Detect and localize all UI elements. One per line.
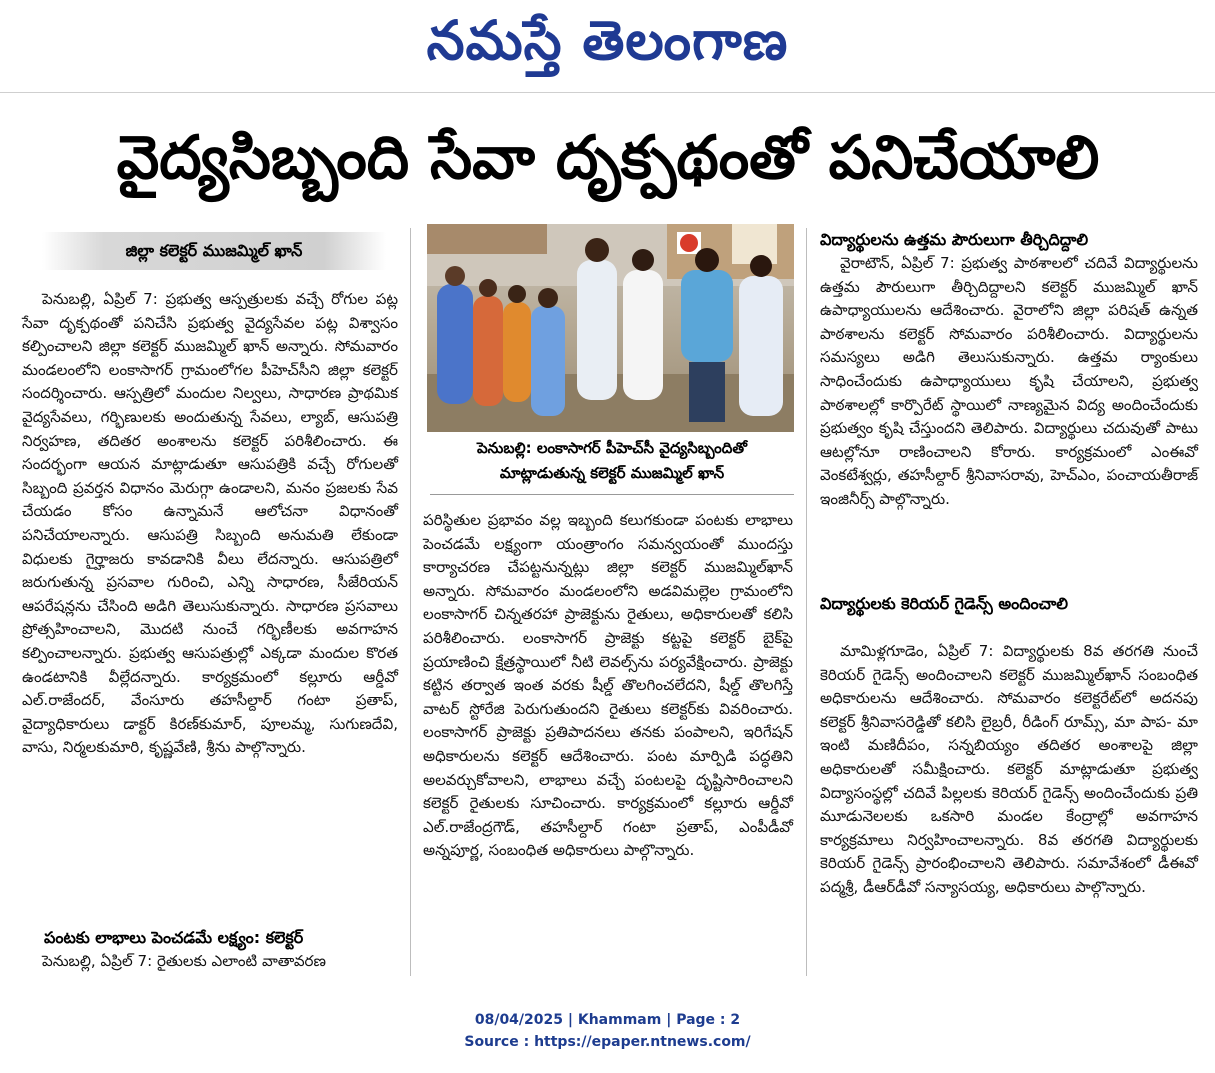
collector-visit-photo [427,224,794,432]
story-4-body [820,640,1198,900]
story-3-body [820,252,1198,512]
story-subhead: జిల్లా కలెక్టర్ ముజమ్మిల్ ఖాన్ [42,232,386,270]
masthead-divider [0,92,1215,93]
story-1-text: పెనుబల్లి, ఏప్రిల్ 7: ప్రభుత్వ ఆస్పత్రులకు వచ్చే రోగుల పట్ల సేవా దృక్పథంతో పనిచేసి ప్రభుత్వ వైద్యసేవల పట్ల విశ్వాసం కల్పించాలని జిల్లా కలెక్టర్ ముజమ్మిల్ ఖాన్ అన్నారు. సోమవారం మండలంలోని లంకాసాగర్ గ్రామంలోగల పీహెచ్‌సీని జిల్లా కలెక్టర్ సందర్శించారు. ఆస్పత్రిలో మందుల నిల్వలు, సాధారణ ప్రాథమిక వైద్యసేవలు, గర్భిణులకు అందుతున్న సేవలు, ల్యాబ్, ఆసుపత్రి నిర్వహణ, తదితర అంశాలను కలెక్టర్ పరిశీలించారు. ఈ సందర్భంగా ఆయన మాట్లాడుతూ ఆసుపత్రికి వచ్చే రోగులతో సిబ్బంది ప్రవర్తన విధానం మెరుగ్గా ఉండాలని, మనం ప్రజలకు సేవ చేయడం కోసం ఉన్నామనే ఆలోచనా విధానంతో పనిచేయాలన్నారు. ఆసుపత్రి సిబ్బంది అనుమతి లేకుండా విధులకు గైర్హాజరు కావడానికి వీలు లేదన్నారు. ఆసుపత్రిలో జరుగుతున్న ప్రసవాల గురించి, ఎన్ని సాధారణ, సీజేరియన్ ఆపరేషన్లను చేసింది అడిగి తెలుసుకున్నారు. సాధారణ ప్రసవాలు ప్రోత్సహించాలని, మొదటి నుంచే గర్భిణీలకు అవగాహన కల్పించాలన్నారు. ప్రభుత్వ ఆసుపత్రుల్లో ఎక్కడా మందుల కొరత ఉండటానికి వీల్లేదన్నారు. కార్యక్రమంలో కల్లూరు ఆర్డీవో ఎల్.రాజేందర్, వేంసూరు తహసీల్దార్ గంటా ప్రతాప్, వైద్యాధికారులు డాక్టర్ కిరణ్‌కుమార్, పూలమ్మ, సుగుణదేవి, వాసు, నిర్మలకుమారి, కృష్ణవేణి, శ్రీను పాల్గొన్నారు. [22,290,398,757]
photo-caption: పెనుబల్లి: లంకాసాగర్ పీహెచ్‌సీ వైద్యసిబ్బందితో మాట్లాడుతున్న కలెక్టర్ ముజమ్మిల్ ఖాన్ [476,439,748,482]
story-4-text: మామిళ్లగూడెం, ఏప్రిల్ 7: విద్యార్థులకు 8వ తరగతి నుంచే కెరియర్ గైడెన్స్ అందించాలని కలెక్టర్ ముజమ్మిల్‌ఖాన్ సంబంధిత అధికారులను ఆదేశించారు. సోమవారం కలెక్టరేట్‌లో అదనపు కలెక్టర్ శ్రీనివాసరెడ్డితో కలిసి లైబ్రరీ, రీడింగ్ రూమ్స్, మా పాప- మా ఇంటి మణిదీపం, సన్నబియ్యం తదితర అంశాలపై జిల్లా అధికారులతో సమీక్షించారు. కలెక్టర్ మాట్లాడుతూ ప్రభుత్వ విద్యాసంస్థల్లో చదివే పిల్లలకు కెరియర్ గైడెన్స్ అందించేందుకు ప్రతి మూడునెలలకు ఒకసారి మండల కేంద్రాల్లో అవగాహన కార్యక్రమాలు నిర్వహించాలన్నారు. 8వ తరగతి విద్యార్థులకు కెరియర్ గైడెన్స్ ప్రారంభించాలని తెలిపారు. సమావేశంలో డీఈవో పద్మశ్రీ, డీఆర్‌డీవో సన్యాసయ్య, అధికారులు పాల్గొన్నారు. [820,642,1198,896]
story-3-heading: విద్యార్థులను ఉత్తమ పౌరులుగా తీర్చిదిద్దాలి [820,230,1089,249]
story-1-body [22,288,398,760]
column-divider-2 [806,228,807,976]
story-2-heading: పంటకు లాభాలు పెంచడమే లక్ష్యం: కలెక్టర్ [44,928,304,947]
caption-divider [430,494,794,495]
story-2-lead-block [22,950,398,974]
footer-source-link[interactable]: Source : https://epaper.ntnews.com/ [464,1034,751,1050]
masthead-logo: నమస్తే తెలంగాణ [426,9,789,72]
story-2-lead: పెనుబల్లి, ఏప్రిల్ 7: రైతులకు ఎలాంటి వాతావరణ [42,952,326,970]
page-headline: వైద్యసిబ్బంది సేవా దృక్పథంతో పనిచేయాలి [116,123,1100,193]
story-2-text: పరిస్థితుల ప్రభావం వల్ల ఇబ్బంది కలుగకుండా పంటకు లాభాలు పెంచడమే లక్ష్యంగా యంత్రాంగం సమన్వయంతో ముందస్తు కార్యాచరణ చేపట్టనున్నట్లు జిల్లా కలెక్టర్ ముజమ్మిల్‌ఖాన్ అన్నారు. సోమవారం మండలంలోని అడవిమల్లెల గ్రామంలోని లంకాసాగర్ చిన్నతరహా ప్రాజెక్టును రైతులు, అధికారులతో కలిసి పరిశీలించారు. లంకాసాగర్ ప్రాజెక్టు కట్టపై కలెక్టర్ బైక్‌పై ప్రయాణించి క్షేత్రస్థాయిలో నీటి లెవల్స్‌ను పర్యవేక్షించారు. ప్రాజెక్టు కట్టిన తర్వాత ఇంత వరకు షీల్డ్ తొలగించలేదని, షీల్డ్ తొలగిస్తే వాటర్ స్టోరేజి పెరుగుతుందని రైతులు కలెక్టర్‌కు వివరించారు. లంకాసాగర్ ప్రాజెక్టు ప్రతిపాదనలు తనకు పంపాలని, ఇరిగేషన్ అధికారులను కలెక్టర్ ఆదేశించారు. పంట మార్పిడి పద్ధతిని అలవర్చుకోవాలని, లాభాలు వచ్చే పంటలపై దృష్టిసారించాలని కలెక్టర్ రైతులకు సూచించారు. కార్యక్రమంలో కల్లూరు ఆర్డీవో ఎల్.రాజేంద్రగౌడ్, తహసీల్దార్ గంటా ప్రతాప్, ఎంపీడీవో అన్నపూర్ణ, సంబంధిత అధికారులు పాల్గొన్నారు. [423,511,793,860]
column-divider-1 [410,228,411,976]
story-2-body [423,509,793,863]
story-4-heading: విద్యార్థులకు కెరియర్ గైడెన్స్ అందించాలి [820,594,1069,613]
story-3-text: వైరాటౌన్, ఏప్రిల్ 7: ప్రభుత్వ పాఠశాలలో చదివే విద్యార్థులను ఉత్తమ పౌరులుగా తీర్చిదిద్దాలని కలెక్టర్ ముజమ్మిల్ ఖాన్ ఉపాధ్యాయులను ఆదేశించారు. వైరాలోని జిల్లా పరిషత్ ఉన్నత పాఠశాలను కలెక్టర్ సోమవారం పరిశీలించారు. విద్యార్థులను సమస్యలు అడిగి తెలుసుకున్నారు. ఉత్తమ ర్యాంకులు సాధించేందుకు ఉపాధ్యాయులు కృషి చేయాలని, ప్రభుత్వ పాఠశాలల్లో కార్పొరేట్ స్థాయిలో నాణ్యమైన విద్య అందించేందుకు ప్రభుత్వం కృషి చేస్తుందని తెలిపారు. విద్యార్థులు చదువుతో పాటు ఆటల్లోనూ రాణించాలని కోరారు. కార్యక్రమంలో ఎంఈవో వెంకటేశ్వర్లు, తహసీల్దార్ శ్రీనివాసరావు, హెచ్‌ఎం, పంచాయతీరాజ్ ఇంజినీర్స్ పాల్గొన్నారు. [820,254,1198,508]
photo-illustration [427,224,794,432]
footer-dateline: 08/04/2025 | Khammam | Page : 2 [474,1012,741,1028]
